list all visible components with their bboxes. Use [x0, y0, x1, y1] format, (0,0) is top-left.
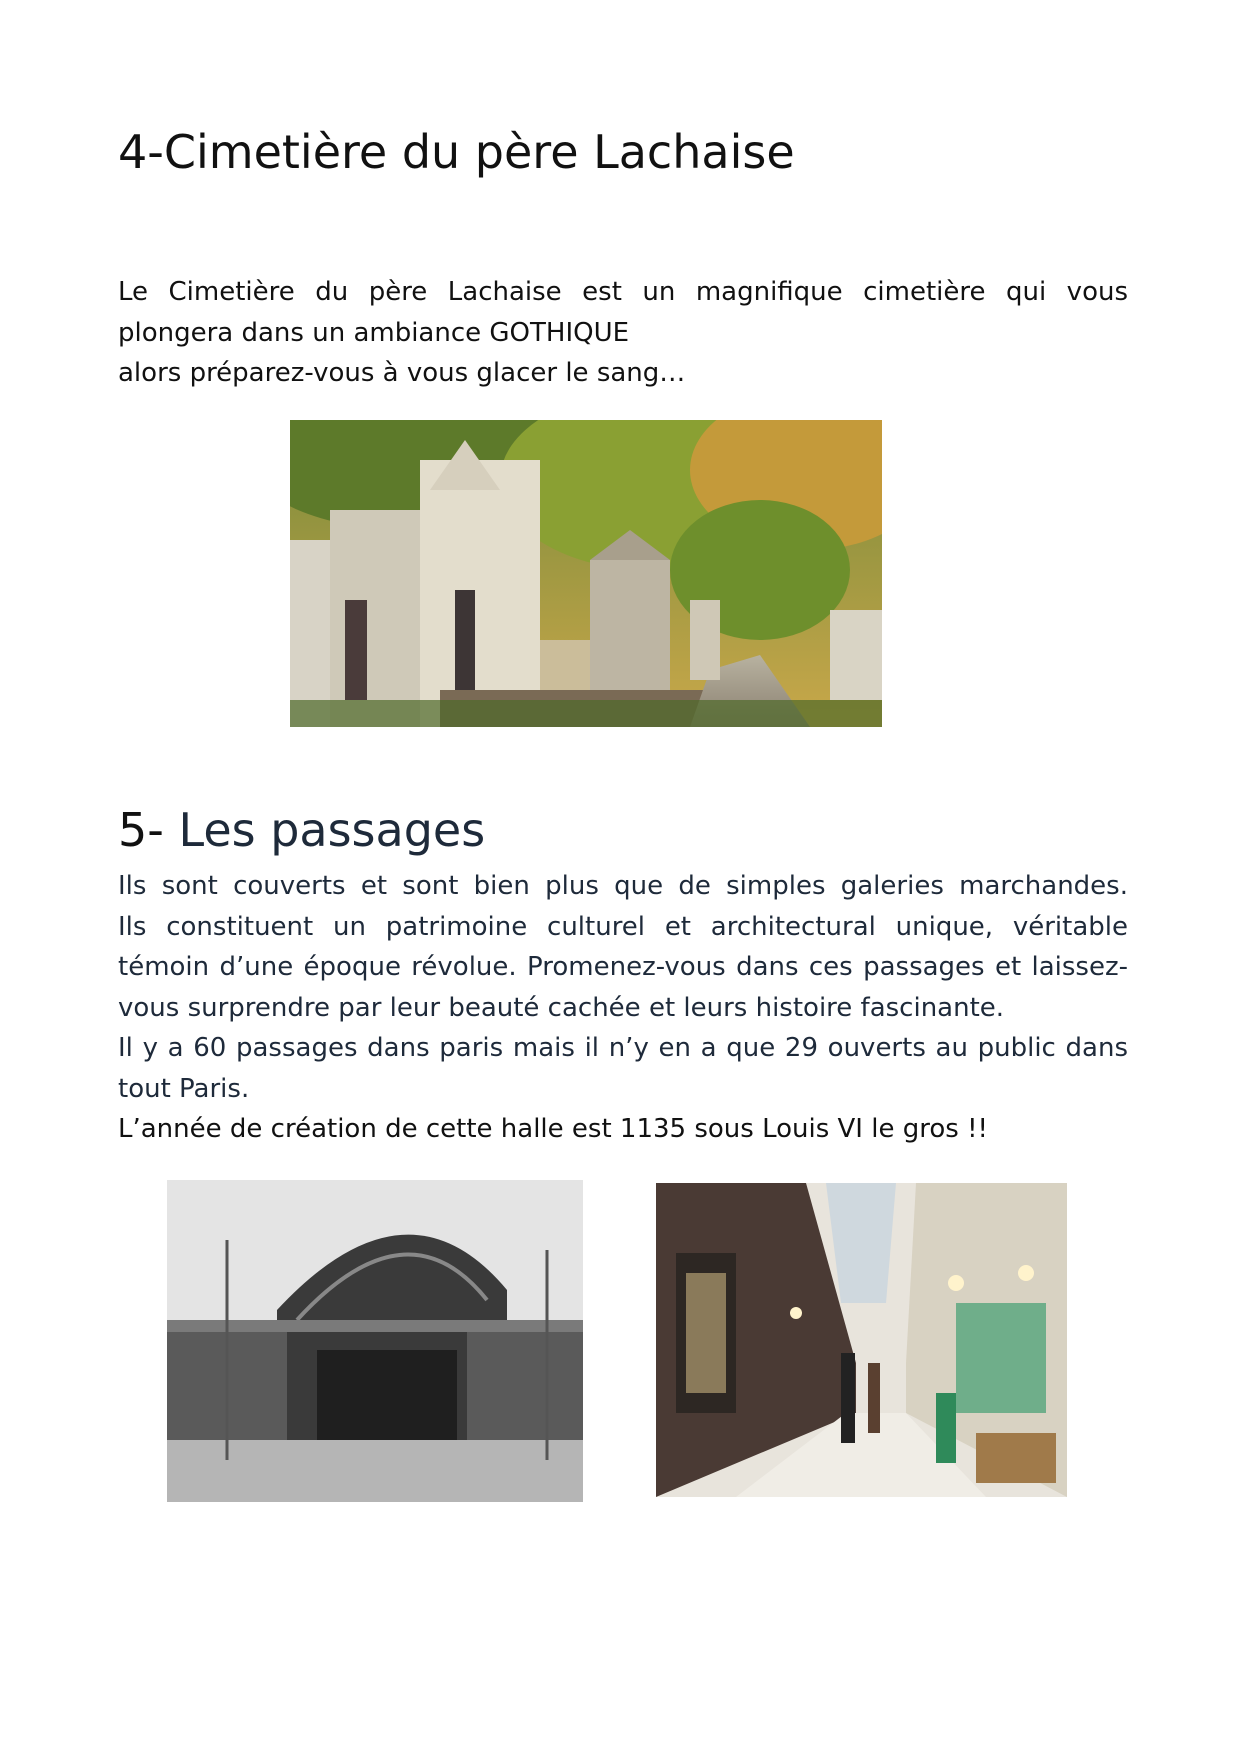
- section-5-line-6: tout Paris.: [118, 1073, 250, 1104]
- section-5-number: 5-: [118, 803, 164, 857]
- section-5-line-4: vous surprendre par leur beauté cachée et leurs histoire fascinante.: [118, 992, 1005, 1023]
- covered-passage-photo: [656, 1183, 1067, 1497]
- section-5-line-3: témoin d’une époque révolue. Promenez-vous dans ces passages et laissez-: [118, 952, 1128, 982]
- section-4-line-2: plongera dans un ambiance GOTHIQUE: [118, 317, 630, 348]
- section-5-line-2: Ils constituent un patrimoine culturel et architectural unique, véritable: [118, 911, 1128, 942]
- market-hall-photo: [167, 1180, 583, 1502]
- section-4-line-1: Le Cimetière du père Lachaise est un magnifique cimetière qui vous: [118, 277, 1128, 307]
- section-4-title: 4-Cimetière du père Lachaise: [118, 125, 795, 179]
- section-4-paragraph: [118, 272, 1128, 394]
- section-5-title: [118, 802, 485, 858]
- section-5-paragraph: [118, 866, 1128, 1150]
- section-5-line-7: L’année de création de cette halle est 1135 sous Louis VI le gros !!: [118, 1114, 988, 1144]
- cemetery-photo: [290, 420, 882, 727]
- section-5-line-1: Ils sont couverts et sont bien plus que de simples galeries marchandes.: [118, 871, 1128, 901]
- section-4-line-3: alors préparez-vous à vous glacer le sang…: [118, 358, 686, 388]
- section-5-title-text: Les passages: [163, 803, 486, 857]
- section-5-line-5: Il y a 60 passages dans paris mais il n’y en a que 29 ouverts au public dans: [118, 1033, 1128, 1063]
